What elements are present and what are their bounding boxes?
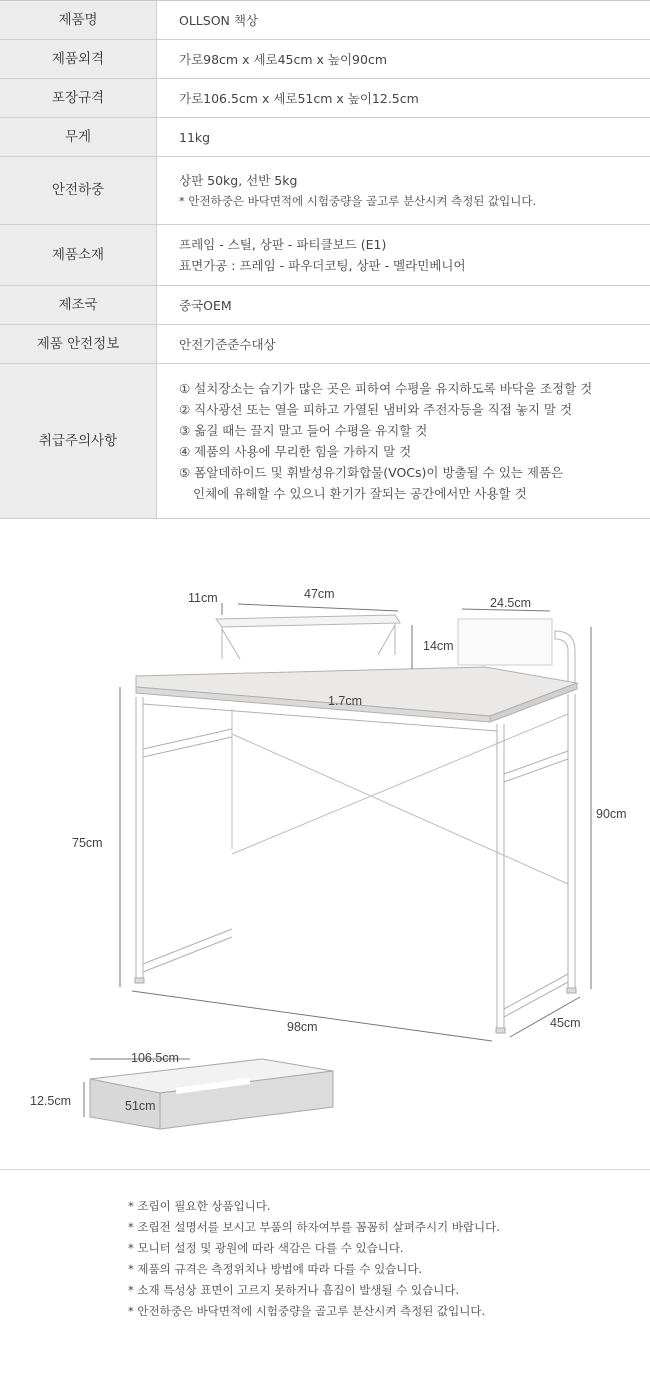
spec-value: 가로98cm x 세로45cm x 높이90cm (157, 40, 650, 79)
load-note: * 안전하중은 바닥면적에 시험중량을 골고루 분산시켜 측정된 값입니다. (179, 193, 537, 208)
dim-top-thickness: 1.7cm (328, 694, 363, 708)
note-item: * 제품의 규격은 측정위치나 방법에 따라 다를 수 있습니다. (128, 1262, 423, 1276)
dim-width: 98cm (287, 1020, 318, 1034)
care-item: ① 설치장소는 습기가 많은 곳은 피하여 수평을 유지하도록 바닥을 조정할 것 (179, 381, 593, 396)
spec-row-load (0, 157, 650, 225)
spec-row-material (0, 225, 650, 286)
spec-label: 제품소재 (0, 225, 157, 286)
spec-value: OLLSON 책상 (157, 1, 650, 40)
dim-box-depth: 51cm (125, 1099, 156, 1113)
note-item: * 안전하중은 바닥면적에 시험중량을 골고루 분산시켜 측정된 값입니다. (128, 1304, 486, 1318)
care-item: ② 직사광선 또는 열을 피하고 가열된 냄비와 주전자등을 직접 놓지 말 것 (179, 402, 573, 417)
dim-box-height: 12.5cm (30, 1094, 71, 1108)
dim-box-width: 106.5cm (131, 1051, 179, 1065)
material-line: 표면가공 : 프레임 - 파우더코팅, 상판 - 멜라민베니어 (179, 258, 466, 273)
dim-total-height: 90cm (596, 807, 627, 821)
dim-shelf-height: 14cm (423, 639, 454, 653)
spec-value (157, 157, 650, 225)
dimension-diagram (0, 519, 650, 1170)
spec-row-package (0, 79, 650, 118)
notes-list (0, 1170, 650, 1322)
note-item: * 조립이 필요한 상품입니다. (128, 1199, 271, 1213)
note-item: * 조립전 설명서를 보시고 부품의 하자여부를 꼼꼼히 살펴주시기 바랍니다. (128, 1220, 500, 1234)
spec-row-safety (0, 325, 650, 364)
spec-value: 안전기준준수대상 (157, 325, 650, 364)
spec-value (157, 364, 650, 519)
material-line: 프레임 - 스틸, 상판 - 파티클보드 (E1) (179, 237, 387, 252)
spec-value: 가로106.5cm x 세로51cm x 높이12.5cm (157, 79, 650, 118)
care-item: ④ 제품의 사용에 무리한 힘을 가하지 말 것 (179, 444, 412, 459)
load-value: 상판 50kg, 선반 5kg (179, 172, 298, 188)
spec-row-care (0, 364, 650, 519)
spec-label: 안전하중 (0, 157, 157, 225)
dim-side-width: 24.5cm (490, 596, 531, 610)
spec-row-origin (0, 286, 650, 325)
spec-value: 11kg (157, 118, 650, 157)
dim-shelf-width: 47cm (304, 587, 335, 601)
care-item: ⑤ 폼알데하이드 및 휘발성유기화합물(VOCs)이 방출될 수 있는 제품은 (179, 465, 564, 480)
care-item: 인체에 유해할 수 있으니 환기가 잘되는 공간에서만 사용할 것 (193, 486, 527, 501)
dim-depth: 45cm (550, 1016, 581, 1030)
dim-shelf-depth: 11cm (188, 591, 218, 605)
spec-label: 제조국 (0, 286, 157, 325)
spec-label: 무게 (0, 118, 157, 157)
spec-label: 포장규격 (0, 79, 157, 118)
spec-value: 중국OEM (157, 286, 650, 325)
spec-row-outer (0, 40, 650, 79)
spec-row-name (0, 1, 650, 40)
spec-table (0, 0, 650, 519)
spec-label: 제품 안전정보 (0, 325, 157, 364)
spec-label: 제품명 (0, 1, 157, 40)
dim-desk-height: 75cm (72, 836, 103, 850)
care-item: ③ 옮길 때는 끌지 말고 들어 수평을 유지할 것 (179, 423, 428, 438)
spec-row-weight (0, 118, 650, 157)
spec-value (157, 225, 650, 286)
spec-label: 취급주의사항 (0, 364, 157, 519)
spec-label: 제품외격 (0, 40, 157, 79)
note-item: * 소재 특성상 표면이 고르지 못하거나 흠집이 발생될 수 있습니다. (128, 1283, 460, 1297)
note-item: * 모니터 설정 및 광원에 따라 색감은 다를 수 있습니다. (128, 1241, 404, 1255)
